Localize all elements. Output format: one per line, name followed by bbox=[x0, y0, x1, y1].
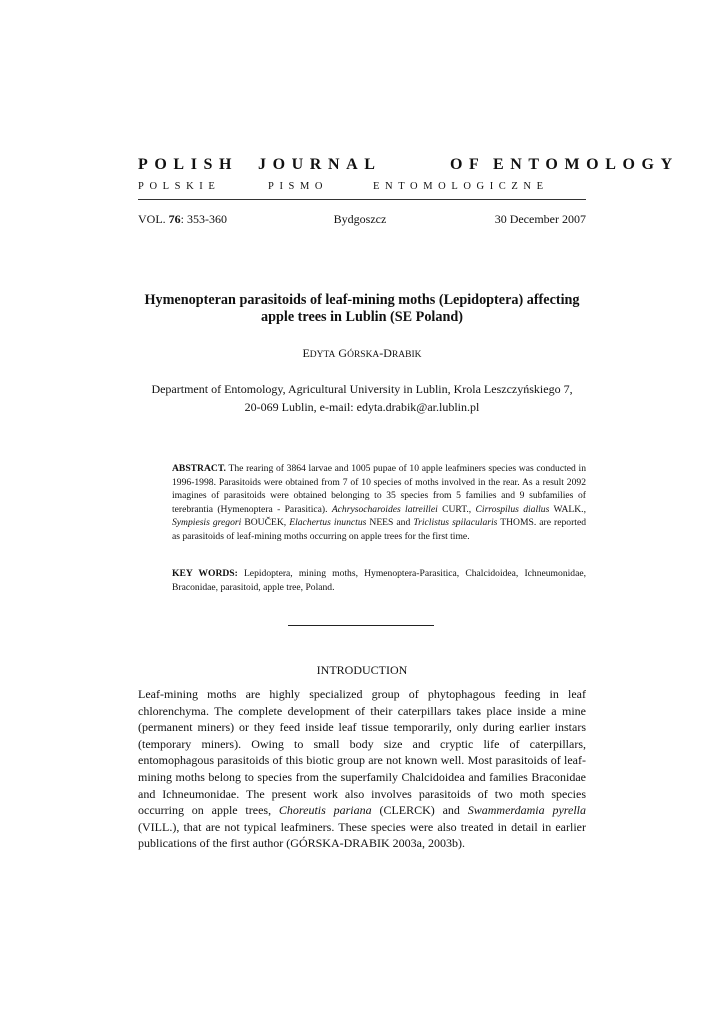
journal-title-word: JOURNAL bbox=[258, 156, 382, 173]
species-name: Achrysocharoides latreillei bbox=[331, 503, 438, 515]
article-title-line: apple trees in Lublin (SE Poland) bbox=[261, 309, 463, 325]
publication-date: 30 December 2007 bbox=[494, 212, 586, 226]
journal-subtitle-word: POLSKIE bbox=[138, 181, 221, 192]
species-name: Elachertus inunctus bbox=[289, 517, 367, 528]
author-affiliation bbox=[138, 380, 586, 416]
introduction-paragraph: Leaf-mining moths are highly specialized group of phytophagous feeding in leaf chlorenchyma. The complete development of their caterpillars takes place inside a mine (permanent miners) or they feed inside leaf tissue temporarily, only during earlier instars (temporary miners). Owing to small body size and cryptic life of caterpillars, entomophagous parasitoids of this biotic group are not known well. Most parasitoids of leaf-mining moths belong to species from the superfamily Chalcidoidea and families Braconidae and Ichneumonidae. The present work also involves parasitoids of two moth species occurring on apple trees, Choreutis pariana (CLERCK) and Swammerdamia pyrella (VILL.), that are not typical leafminers. These species were also treated in detail in earlier publications of the first author (GÓRSKA-DRABIK 2003a, 2003b). bbox=[138, 687, 587, 851]
journal-title-word: OF bbox=[450, 156, 486, 173]
abstract: ABSTRACT. The rearing of 3864 larvae and 1005 pupae of 10 apple leafminers species was conducted in 1996-1998. Parasitoids were obtained from 7 of 10 species of moths involved in the rear. As a result 2092 imagines of parasitoids were obtained belonging to 35 species from 5 families and 9 subfamilies of terebrantia (Hymenoptera - Parasitica). Achrysocharoides latreillei CURT., Cirrospilus diallus WALK., Sympiesis gregori BOUČEK, Elachertus inunctus NEES and Triclistus spilacularis THOMS. are reported as parasitoids of leaf-mining moths occurring on apple trees for the first time. bbox=[172, 463, 586, 542]
header-divider bbox=[138, 199, 586, 200]
journal-title-word: ENTOMOLOGY bbox=[493, 156, 679, 173]
journal-subtitle-word: PISMO bbox=[268, 181, 329, 192]
article-author: EDYTA GÓRSKA-DRABIK bbox=[302, 346, 422, 360]
abstract-label: ABSTRACT. bbox=[172, 463, 226, 474]
species-name: Triclistus spilacularis bbox=[413, 517, 498, 528]
vol-prefix: VOL. bbox=[138, 212, 169, 226]
volume-info bbox=[138, 212, 227, 227]
vol-pages: : 353-360 bbox=[180, 212, 228, 226]
keywords-label: KEY WORDS: bbox=[172, 568, 238, 579]
publication-city: Bydgoszcz bbox=[333, 212, 387, 226]
species-name: Sympiesis gregori bbox=[172, 517, 242, 528]
species-name: Cirrospilus diallus bbox=[475, 503, 550, 515]
journal-subtitle-word: ENTOMOLOGICZNE bbox=[373, 181, 549, 192]
citation: GÓRSKA-DRABIK bbox=[290, 836, 390, 851]
affiliation-line: 20-069 Lublin, e-mail: edyta.drabik@ar.lublin.pl bbox=[244, 400, 480, 414]
species-name: Choreutis pariana bbox=[278, 803, 372, 818]
section-heading-introduction: INTRODUCTION bbox=[316, 663, 408, 677]
article-title-line: Hymenopteran parasitoids of leaf-mining moths (Lepidoptera) affecting bbox=[144, 292, 580, 308]
key-words: KEY WORDS: Lepidoptera, mining moths, Hymenoptera-Parasitica, Chalcidoidea, Ichneumonidae, Braconidae, parasitoid, apple tree, Poland. bbox=[172, 568, 586, 593]
vol-number: 76 bbox=[168, 212, 181, 226]
affiliation-line: Department of Entomology, Agricultural University in Lublin, Krola Leszczyńskiego 7, bbox=[151, 382, 573, 396]
journal-title-word: POLISH bbox=[138, 156, 239, 173]
section-divider bbox=[288, 625, 434, 626]
article-title bbox=[130, 292, 594, 326]
species-name: Swammerdamia pyrella bbox=[467, 803, 587, 818]
